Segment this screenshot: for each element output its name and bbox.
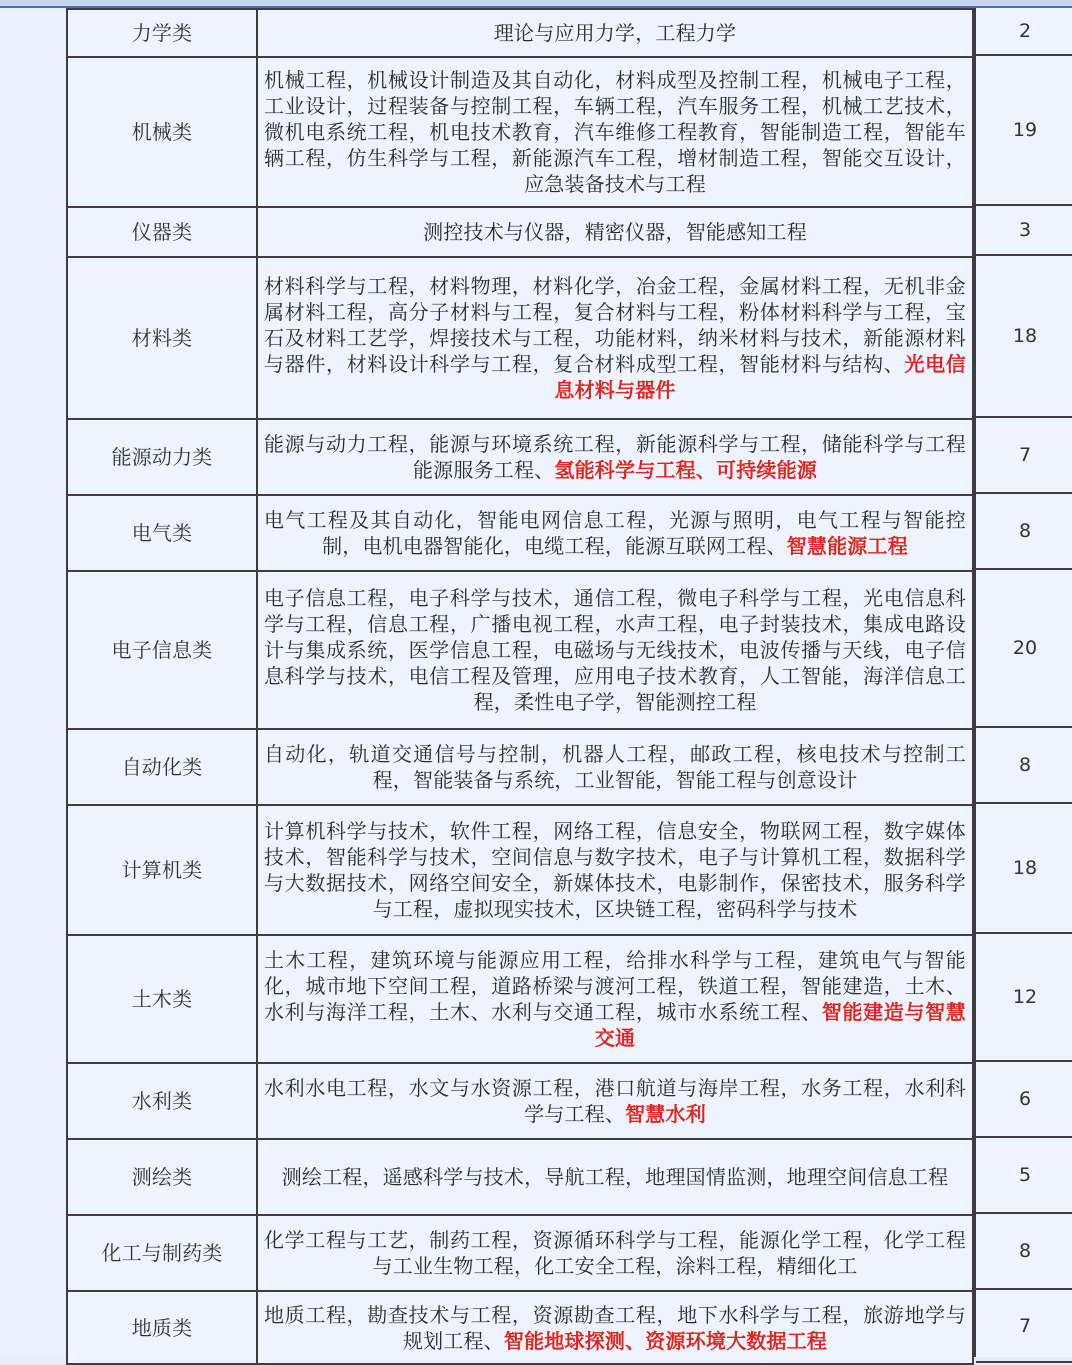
major-text: 电气工程及其自动化，智能电网信息工程，光源与照明，电气工程与智能控制，电机电器智能化，电缆工程，能源互联网工程、 (264, 508, 966, 558)
highlighted-major-text: 智慧水利 (625, 1102, 706, 1126)
highlighted-major-text: 智能地球探测、资源环境大数据工程 (503, 1328, 828, 1353)
majors-table (66, 8, 974, 1365)
table-row (67, 207, 973, 257)
category-cell: 电气类 (67, 495, 257, 571)
count-cell: 6 (976, 1062, 1072, 1138)
category-cell: 力学类 (67, 9, 257, 57)
table-row (67, 805, 973, 935)
majors-cell (257, 935, 973, 1063)
majors-cell (257, 1139, 973, 1215)
count-cell: 19 (976, 56, 1072, 206)
majors-cell (257, 729, 973, 805)
count-cell: 18 (976, 256, 1072, 418)
majors-cell (257, 57, 973, 207)
major-text: 计算机科学与技术，软件工程，网络工程，信息安全，物联网工程，数字媒体技术，智能科学与技术，空间信息与数字技术，电子与计算机工程，数据科学与大数据技术，网络空间安全，新媒体技术，电影制作，保密技术，服务科学与工程，虚拟现实技术，区块链工程，密码科学与技术 (264, 819, 966, 921)
major-text: 机械工程，机械设计制造及其自动化，材料成型及控制工程，机械电子工程，工业设计，过程装备与控制工程，车辆工程，汽车服务工程，机械工艺技术，微机电系统工程，机电技术教育，汽车维修工程教育，智能制造工程，智能车辆工程，仿生科学与工程，新能源汽车工程，增材制造工程，智能交互设计，应急装备技术与工程 (264, 68, 966, 196)
left-margin-column (0, 8, 66, 1357)
table-row (67, 495, 973, 571)
major-text: 土木工程，建筑环境与能源应用工程，给排水科学与工程，建筑电气与智能化，城市地下空间工程，道路桥梁与渡河工程，铁道工程，智能建造，土木、水利与海洋工程，土木、水利与交通工程，城市水系统工程、 (264, 948, 966, 1024)
count-cell: 3 (976, 206, 1072, 256)
majors-cell (257, 257, 973, 419)
majors-cell (257, 419, 973, 495)
category-cell: 计算机类 (67, 805, 257, 935)
category-cell: 电子信息类 (67, 571, 257, 729)
table-row (67, 9, 973, 57)
major-text: 理论与应用力学，工程力学 (493, 21, 737, 45)
count-cell: 5 (976, 1138, 1072, 1214)
table-row (67, 57, 973, 207)
majors-cell (257, 9, 973, 57)
majors-cell (257, 1063, 973, 1139)
count-cell: 12 (976, 934, 1072, 1062)
majors-cell (257, 805, 973, 935)
count-cell: 8 (976, 1214, 1072, 1290)
major-text: 材料科学与工程，材料物理，材料化学，冶金工程，金属材料工程，无机非金属材料工程，高分子材料与工程，复合材料与工程，粉体材料科学与工程，宝石及材料工艺学，焊接技术与工程，功能材料，纳米材料与技术，新能源材料与器件，材料设计科学与工程，复合材料成型工程，智能材料与结构、 (264, 274, 966, 376)
count-cell: 8 (976, 728, 1072, 804)
count-column (974, 8, 1072, 1357)
major-text: 测控技术与仪器，精密仪器，智能感知工程 (423, 220, 807, 244)
category-cell: 仪器类 (67, 207, 257, 257)
major-text: 电子信息工程，电子科学与技术，通信工程，微电子科学与工程，光电信息科学与工程，信息工程，广播电视工程，水声工程，电子封装技术，集成电路设计与集成系统，医学信息工程，电磁场与无线技术，电波传播与天线，电子信息科学与技术，电信工程及管理，应用电子技术教育，人工智能，海洋信息工程，柔性电子学，智能测控工程 (264, 586, 966, 714)
table-row (67, 729, 973, 805)
table-row (67, 1215, 973, 1291)
table-row (67, 935, 973, 1063)
highlighted-major-text: 光电信息材料与器件 (554, 352, 966, 402)
major-text: 地质工程，勘查技术与工程，资源勘查工程，地下水科学与工程，旅游地学与规划工程、 (264, 1302, 966, 1353)
top-border-band (0, 0, 1072, 8)
major-text: 水利水电工程，水文与水资源工程，港口航道与海岸工程，水务工程，水利科学与工程、 (264, 1076, 966, 1126)
highlighted-major-text: 智慧能源工程 (786, 534, 908, 558)
majors-cell (257, 571, 973, 729)
majors-cell (257, 495, 973, 571)
count-cell: 7 (976, 1290, 1072, 1363)
majors-cell (257, 1291, 973, 1364)
count-cell: 20 (976, 570, 1072, 728)
category-cell: 能源动力类 (67, 419, 257, 495)
major-text: 测绘工程，遥感科学与技术，导航工程，地理国情监测，地理空间信息工程 (281, 1165, 949, 1189)
category-cell: 地质类 (67, 1291, 257, 1364)
table-row (67, 419, 973, 495)
category-cell: 测绘类 (67, 1139, 257, 1215)
table-row (67, 257, 973, 419)
category-cell: 自动化类 (67, 729, 257, 805)
count-cell: 18 (976, 804, 1072, 934)
highlighted-major-text: 智能建造与智慧交通 (594, 1000, 966, 1050)
category-cell: 材料类 (67, 257, 257, 419)
majors-cell (257, 1215, 973, 1291)
category-cell: 水利类 (67, 1063, 257, 1139)
major-text: 能源与动力工程，能源与环境系统工程，新能源科学与工程，储能科学与工程能源服务工程、 (264, 432, 966, 482)
table-row (67, 1139, 973, 1215)
count-cell: 8 (976, 494, 1072, 570)
majors-cell (257, 207, 973, 257)
highlighted-major-text: 氢能科学与工程、可持续能源 (554, 458, 817, 482)
category-cell: 化工与制药类 (67, 1215, 257, 1291)
count-cell: 2 (976, 8, 1072, 56)
table-row (67, 1063, 973, 1139)
majors-table-body (67, 9, 973, 1364)
table-row (67, 1291, 973, 1364)
category-cell: 机械类 (67, 57, 257, 207)
major-text: 自动化，轨道交通信号与控制，机器人工程，邮政工程，核电技术与控制工程，智能装备与系统，工业智能，智能工程与创意设计 (264, 742, 966, 792)
table-row (67, 571, 973, 729)
category-cell: 土木类 (67, 935, 257, 1063)
count-cell: 7 (976, 418, 1072, 494)
major-text: 化学工程与工艺，制药工程，资源循环科学与工程，能源化学工程，化学工程与工业生物工程，化工安全工程，涂料工程，精细化工 (264, 1228, 966, 1278)
